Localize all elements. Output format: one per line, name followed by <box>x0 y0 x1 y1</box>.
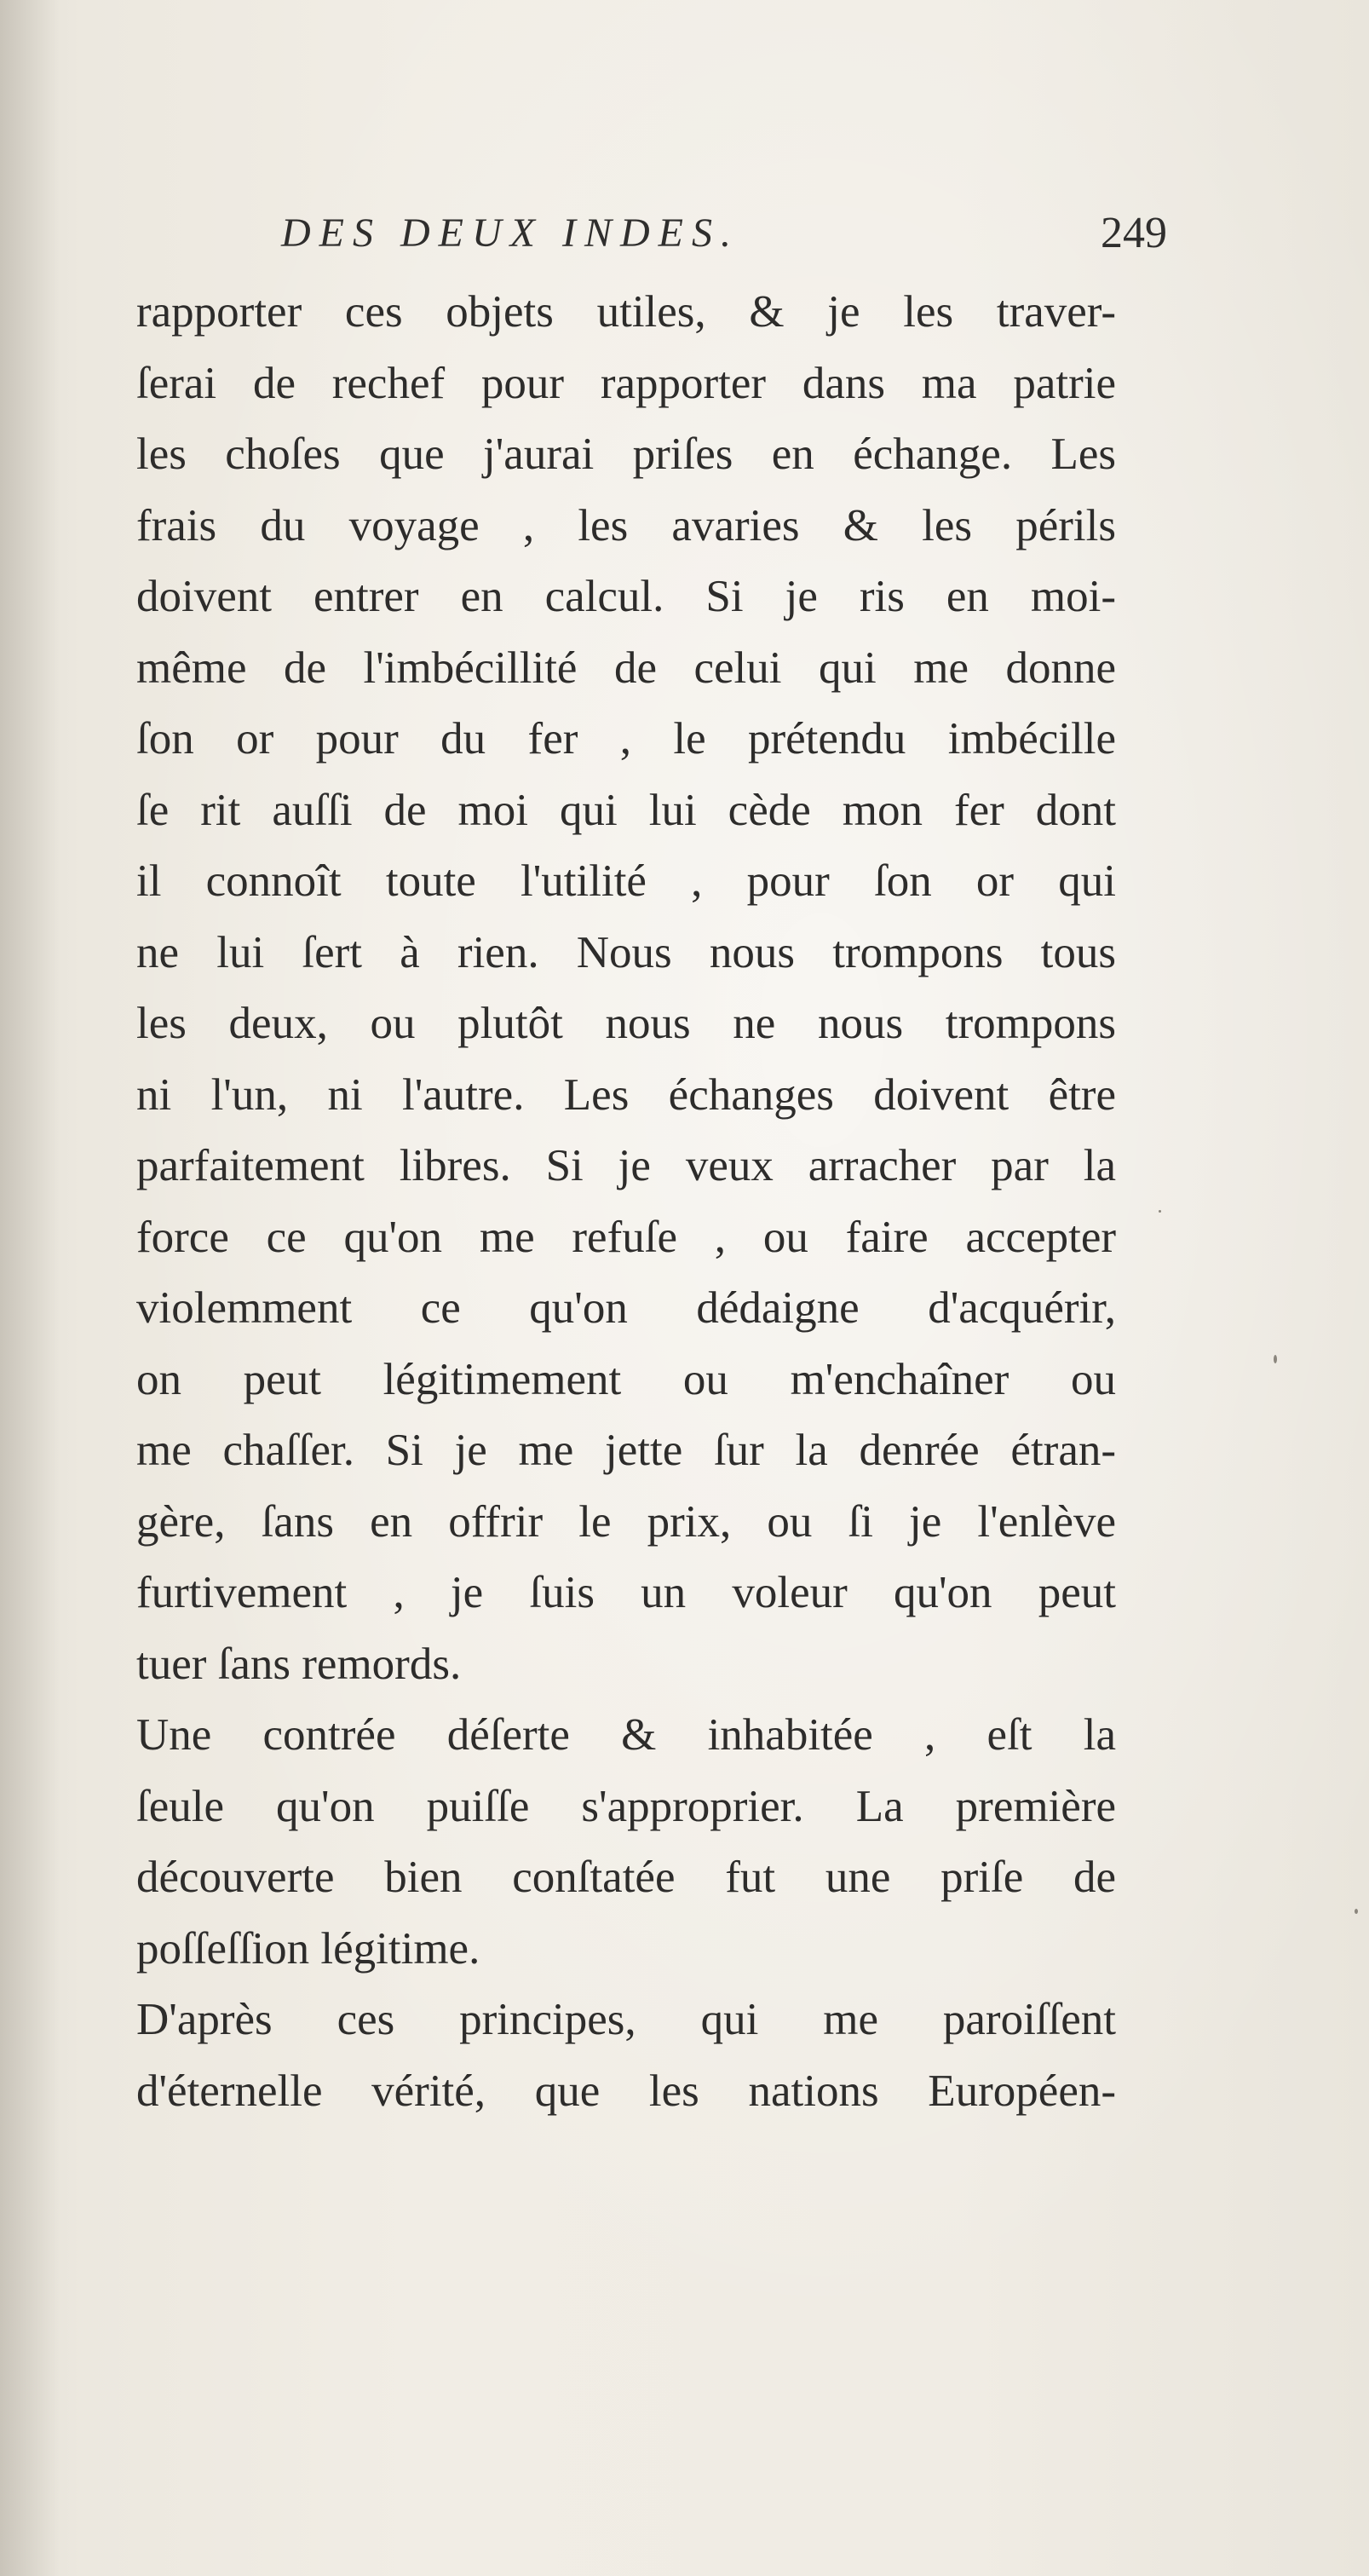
text-line: tuer ſans remords. <box>136 1639 462 1689</box>
running-title: DES DEUX INDES. <box>281 210 739 256</box>
running-head <box>281 203 1167 271</box>
text-line: force ce qu'on me refuſe , ou faire accepter <box>136 1212 1116 1262</box>
page-number: 249 <box>1101 209 1167 257</box>
text-line: d'éternelle vérité, que les nations Européen- <box>136 2066 1116 2116</box>
text-line: ni l'un, ni l'autre. Les échanges doivent être <box>136 1069 1116 1120</box>
text-line: les choſes que j'aurai priſes en échange. Les <box>136 429 1116 479</box>
text-line: rapporter ces objets utiles, & je les traver- <box>136 287 1116 337</box>
text-line: on peut légitimement ou m'enchaîner ou <box>136 1354 1116 1404</box>
text-line: les deux, ou plutôt nous ne nous trompons <box>136 999 1116 1048</box>
paragraph-first-line: Une contrée déſerte & inhabitée , eſt la <box>136 1710 1116 1760</box>
text-line: ſerai de rechef pour rapporter dans ma patrie <box>136 358 1116 408</box>
text-line: ſe rit auſſi de moi qui lui cède mon fer dont <box>136 785 1116 835</box>
text-line: furtivement , je ſuis un voleur qu'on peut <box>136 1568 1116 1617</box>
text-line: violemment ce qu'on dédaigne d'acquérir, <box>136 1283 1116 1333</box>
text-line: frais du voyage , les avaries & les périls <box>136 500 1116 550</box>
text-line: même de l'imbécillité de celui qui me donne <box>136 643 1116 693</box>
text-line: poſſeſſion légitime. <box>136 1923 480 1974</box>
gutter-shadow <box>0 0 60 2576</box>
text-line: gère, ſans en offrir le prix, ou ſi je l'enlève <box>136 1496 1116 1547</box>
text-line: ſeule qu'on puiſſe s'approprier. La première <box>136 1781 1116 1831</box>
text-line: parfaitement libres. Si je veux arracher par la <box>136 1141 1116 1190</box>
paper-speck <box>1355 1909 1358 1914</box>
text-line: il connoît toute l'utilité , pour ſon or qui <box>136 856 1116 906</box>
text-line: découverte bien conſtatée fut une priſe de <box>136 1853 1116 1902</box>
paper-speck <box>1159 1210 1161 1213</box>
body-text <box>136 277 1116 2127</box>
text-line: ſon or pour du fer , le prétendu imbécille <box>136 714 1116 764</box>
text-line: me chaſſer. Si je me jette ſur la denrée étran- <box>136 1426 1116 1475</box>
text-line: ne lui ſert à rien. Nous nous trompons tous <box>136 927 1116 977</box>
text-line: doivent entrer en calcul. Si je ris en moi- <box>136 572 1116 621</box>
paragraph-first-line: D'après ces principes, qui me paroiſſent <box>136 1995 1116 2044</box>
paper-speck <box>1274 1355 1277 1363</box>
